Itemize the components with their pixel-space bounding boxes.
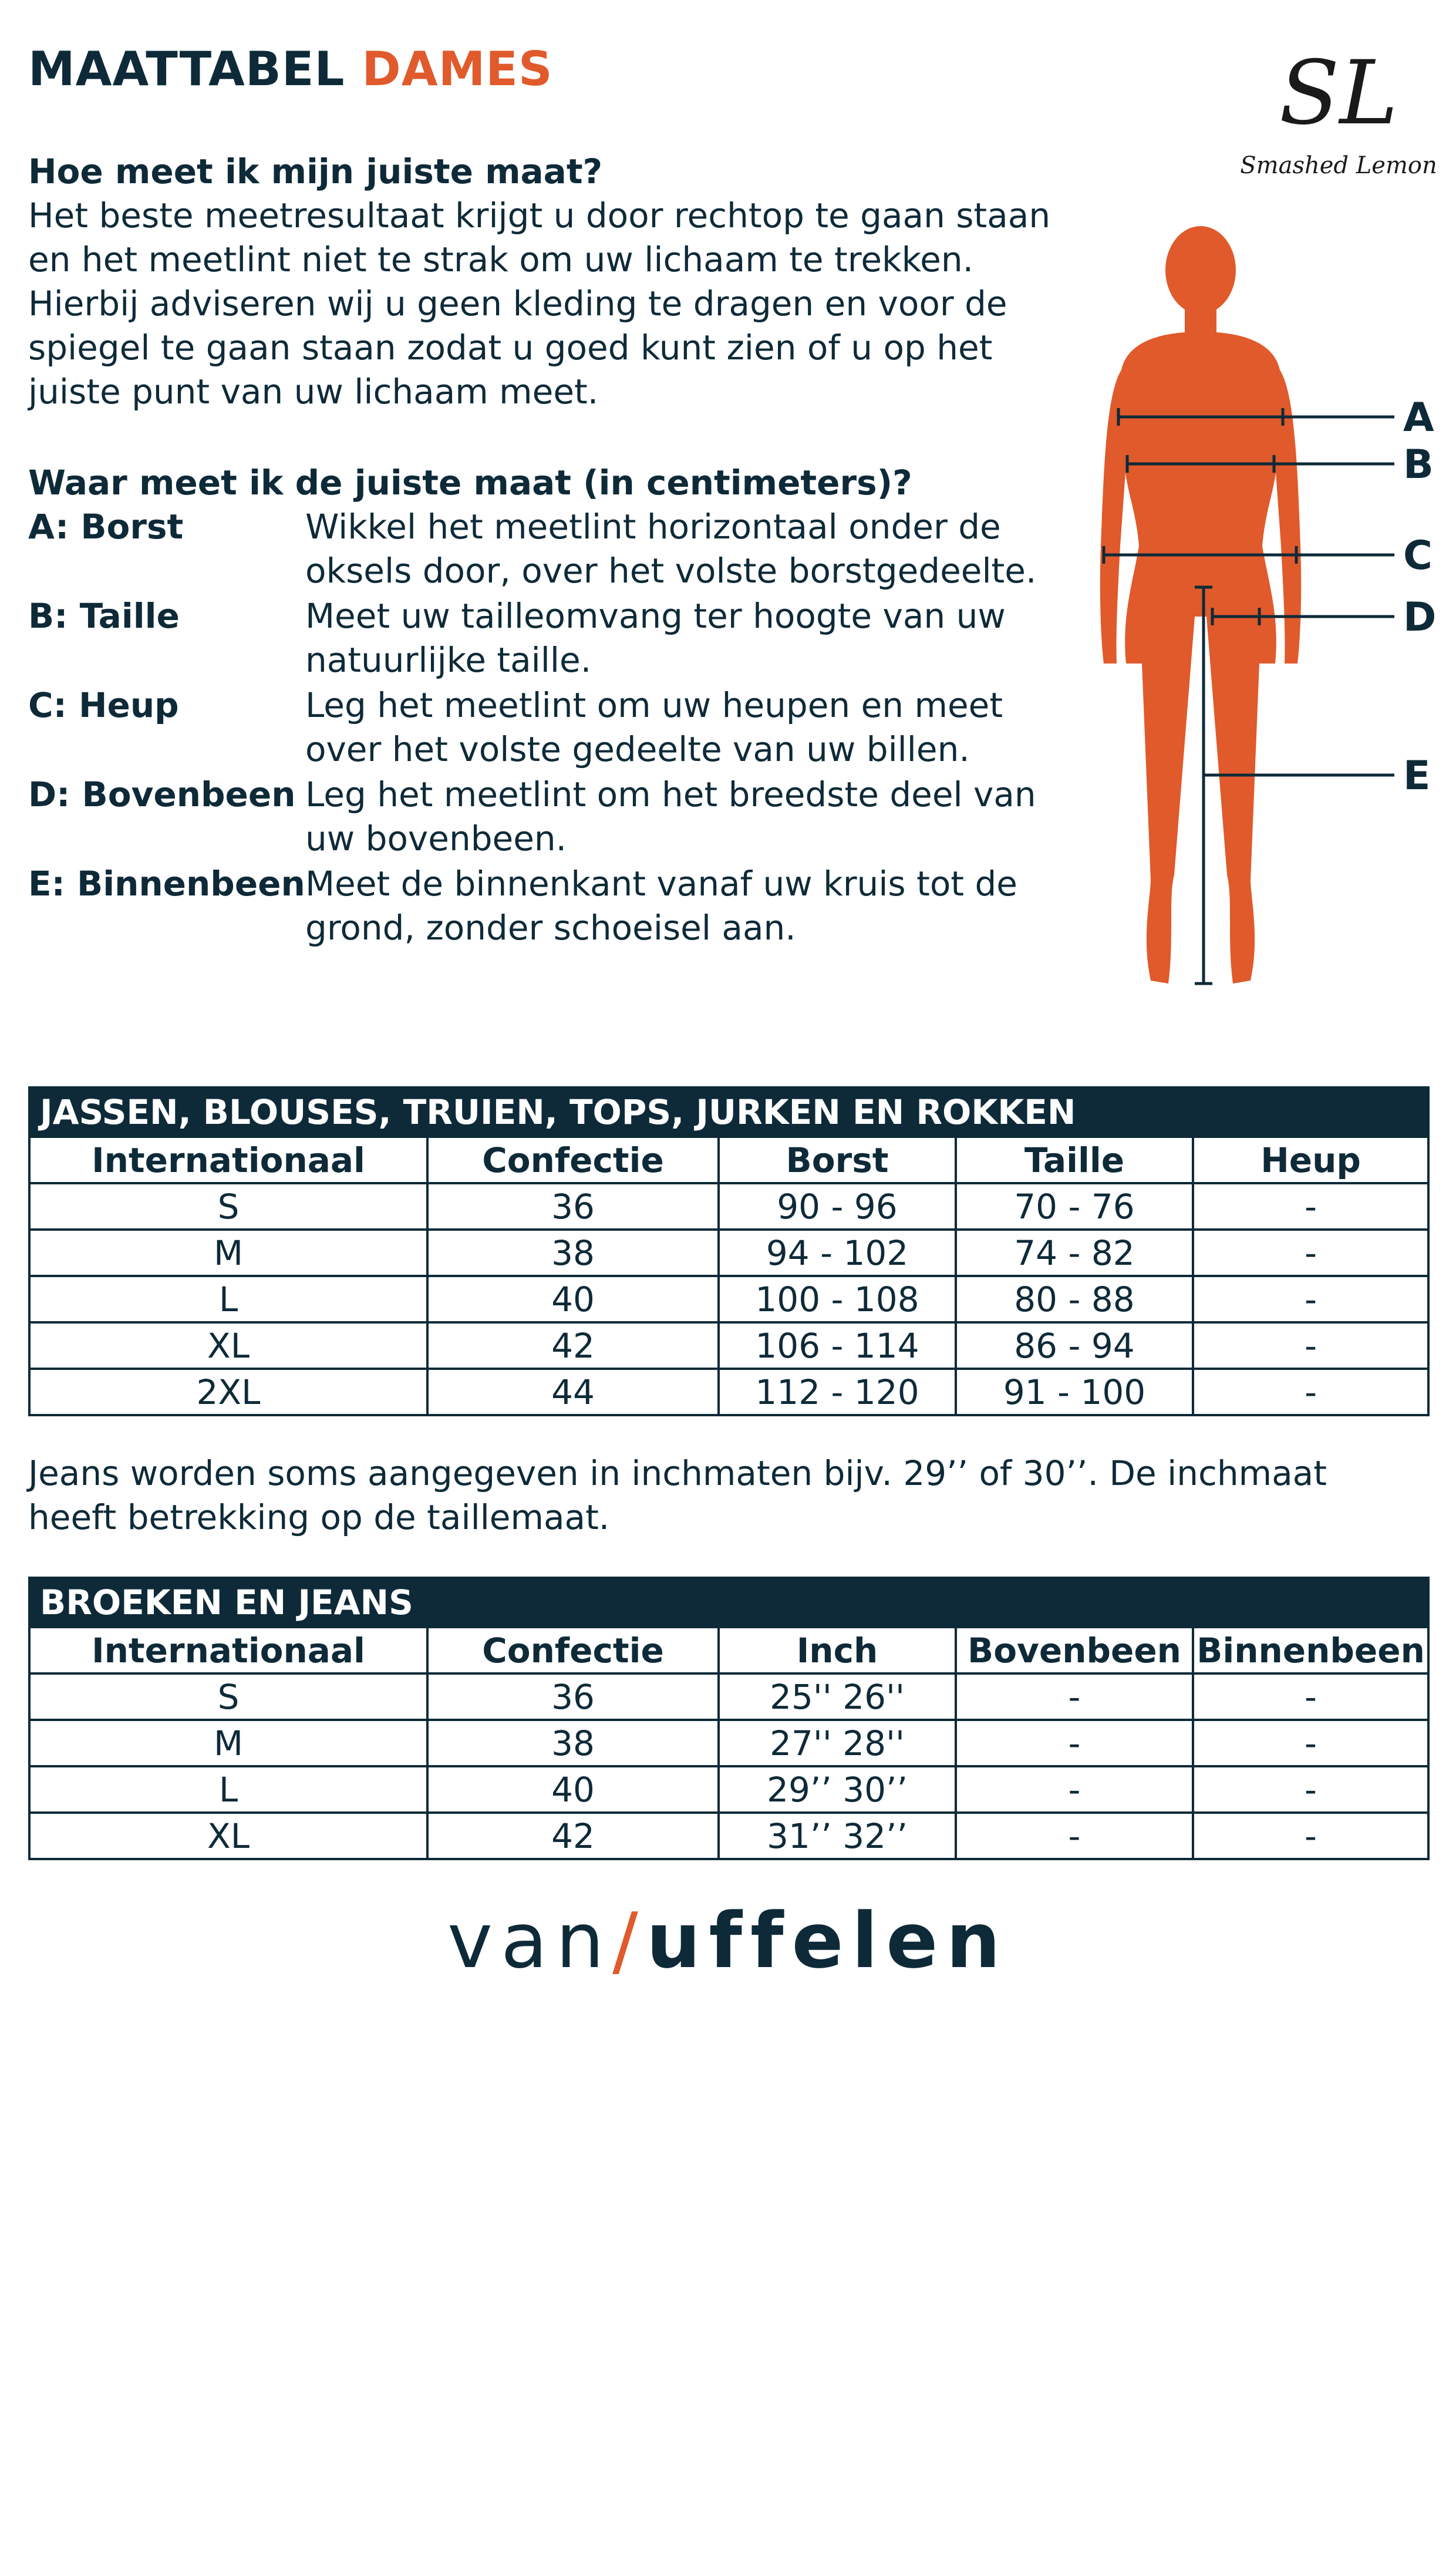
figure-letter-b: B [1403, 442, 1434, 488]
intro-body: Het beste meetresultaat krijgt u door rechtop te gaan staan en het meetlint niet te strak om uw lichaam te trekken. Hierbij adviseren wij u geen kleding te dragen en voor de spiegel te gaan staan zodat u goed kunt zien of u op het juiste punt van uw lichaam meet. [28, 196, 1051, 412]
column-header: Borst [719, 1137, 956, 1183]
table-cell: 27'' 28'' [719, 1720, 956, 1766]
table-cell: 40 [427, 1276, 719, 1322]
title-main: MAATTABEL [28, 42, 345, 96]
intro-section [28, 150, 1085, 414]
measure-text: Wikkel het meetlint horizontaal onder de oksels door, over het volste borstgedeelte. [305, 507, 1037, 591]
table-cell: XL [29, 1813, 427, 1859]
table-cell: 90 - 96 [719, 1183, 956, 1230]
table-caption: JASSEN, BLOUSES, TRUIEN, TOPS, JURKEN EN ROKKEN [29, 1087, 1428, 1137]
measure-text: Meet uw tailleomvang ter hoogte van uw natuurlijke taille. [305, 596, 1006, 680]
body-silhouette [1100, 226, 1301, 984]
table-cell: 29’’ 30’’ [719, 1766, 956, 1813]
brand-part-1: van [447, 1896, 613, 1985]
column-header: Internationaal [29, 1627, 427, 1673]
table-cell: 70 - 76 [956, 1183, 1193, 1230]
column-header: Confectie [427, 1627, 719, 1673]
body-measurement-figure [1057, 217, 1444, 1004]
table-cell: M [29, 1720, 427, 1766]
title-accent: DAMES [362, 42, 553, 96]
table-header-row [29, 1627, 1428, 1673]
table-cell: 38 [427, 1720, 719, 1766]
table-cell: - [956, 1813, 1193, 1859]
measure-item-a [28, 505, 1073, 593]
measure-item-c [28, 683, 1073, 772]
measure-label: B: Taille [28, 596, 180, 636]
table-cell: 94 - 102 [719, 1230, 956, 1276]
table-row [29, 1813, 1428, 1859]
logo-text: Smashed Lemon [1240, 152, 1437, 179]
table-cell: - [956, 1720, 1193, 1766]
table-cell: S [29, 1183, 427, 1230]
table-cell: 44 [427, 1369, 719, 1415]
measure-item-b [28, 594, 1073, 682]
size-table-tops [28, 1086, 1430, 1416]
table-row [29, 1720, 1428, 1766]
measure-label: D: Bovenbeen [28, 774, 296, 814]
size-table-trousers [28, 1577, 1430, 1860]
measure-item-d [28, 773, 1073, 861]
table-cell: - [1193, 1673, 1428, 1720]
table-cell: - [1193, 1276, 1428, 1322]
table-cell: 74 - 82 [956, 1230, 1193, 1276]
table-caption: BROEKEN EN JEANS [29, 1578, 1428, 1627]
column-header: Inch [719, 1627, 956, 1673]
table-cell: - [956, 1766, 1193, 1813]
measure-label: A: Borst [28, 507, 184, 547]
table-cell: 100 - 108 [719, 1276, 956, 1322]
measure-heading: Waar meet ik de juiste maat (in centimeters)? [28, 463, 912, 503]
measure-label: C: Heup [28, 685, 179, 725]
brand-logo-smashed-lemon [1240, 41, 1437, 194]
column-header: Bovenbeen [956, 1627, 1193, 1673]
table-cell: 31’’ 32’’ [719, 1813, 956, 1859]
measure-item-e [28, 862, 1073, 950]
table-row [29, 1230, 1428, 1276]
table-cell: - [1193, 1183, 1428, 1230]
column-header: Heup [1193, 1137, 1428, 1183]
figure-letter-d: D [1403, 594, 1437, 641]
table-row [29, 1276, 1428, 1322]
jeans-note: Jeans worden soms aangegeven in inchmaten bijv. 29’’ of 30’’. De inchmaat heeft betrekking op de taillemaat. [28, 1453, 1327, 1537]
table-row [29, 1766, 1428, 1813]
table-row [29, 1322, 1428, 1369]
table-cell: 112 - 120 [719, 1369, 956, 1415]
measure-label: E: Binnenbeen [28, 864, 305, 904]
brand-logo-van-uffelen [0, 1896, 1456, 1985]
table-cell: M [29, 1230, 427, 1276]
table-cell: 42 [427, 1813, 719, 1859]
table-cell: L [29, 1276, 427, 1322]
table-cell: 36 [427, 1183, 719, 1230]
measure-text: Meet de binnenkant vanaf uw kruis tot de grond, zonder schoeisel aan. [305, 864, 1017, 948]
table-cell: - [1193, 1720, 1428, 1766]
table-cell: 25'' 26'' [719, 1673, 956, 1720]
table-cell: - [1193, 1322, 1428, 1369]
table-header-row [29, 1137, 1428, 1183]
table-cell: - [1193, 1813, 1428, 1859]
table-row [29, 1369, 1428, 1415]
measure-text: Leg het meetlint om uw heupen en meet over het volste gedeelte van uw billen. [305, 685, 1003, 769]
table-cell: - [956, 1673, 1193, 1720]
table-cell: - [1193, 1369, 1428, 1415]
measure-text: Leg het meetlint om het breedste deel van uw bovenbeen. [305, 774, 1036, 858]
table-row [29, 1673, 1428, 1720]
figure-letter-a: A [1403, 395, 1434, 441]
brand-part-2: uffelen [646, 1896, 1009, 1985]
table-cell: 80 - 88 [956, 1276, 1193, 1322]
column-header: Binnenbeen [1193, 1627, 1428, 1673]
brand-slash: / [612, 1896, 646, 1985]
table-cell: - [1193, 1230, 1428, 1276]
column-header: Confectie [427, 1137, 719, 1183]
figure-letter-e: E [1403, 753, 1431, 799]
table-cell: 36 [427, 1673, 719, 1720]
table-cell: 38 [427, 1230, 719, 1276]
table-cell: 2XL [29, 1369, 427, 1415]
table-cell: 40 [427, 1766, 719, 1813]
table-cell: 91 - 100 [956, 1369, 1193, 1415]
page-title [28, 42, 553, 96]
column-header: Taille [956, 1137, 1193, 1183]
table-cell: L [29, 1766, 427, 1813]
column-header: Internationaal [29, 1137, 427, 1183]
table-cell: 106 - 114 [719, 1322, 956, 1369]
logo-monogram: SL [1279, 42, 1398, 144]
figure-letter-c: C [1403, 533, 1433, 579]
table-cell: 42 [427, 1322, 719, 1369]
table-cell: XL [29, 1322, 427, 1369]
intro-heading: Hoe meet ik mijn juiste maat? [28, 151, 603, 191]
table-cell: - [1193, 1766, 1428, 1813]
table-row [29, 1183, 1428, 1230]
table-cell: S [29, 1673, 427, 1720]
table-cell: 86 - 94 [956, 1322, 1193, 1369]
